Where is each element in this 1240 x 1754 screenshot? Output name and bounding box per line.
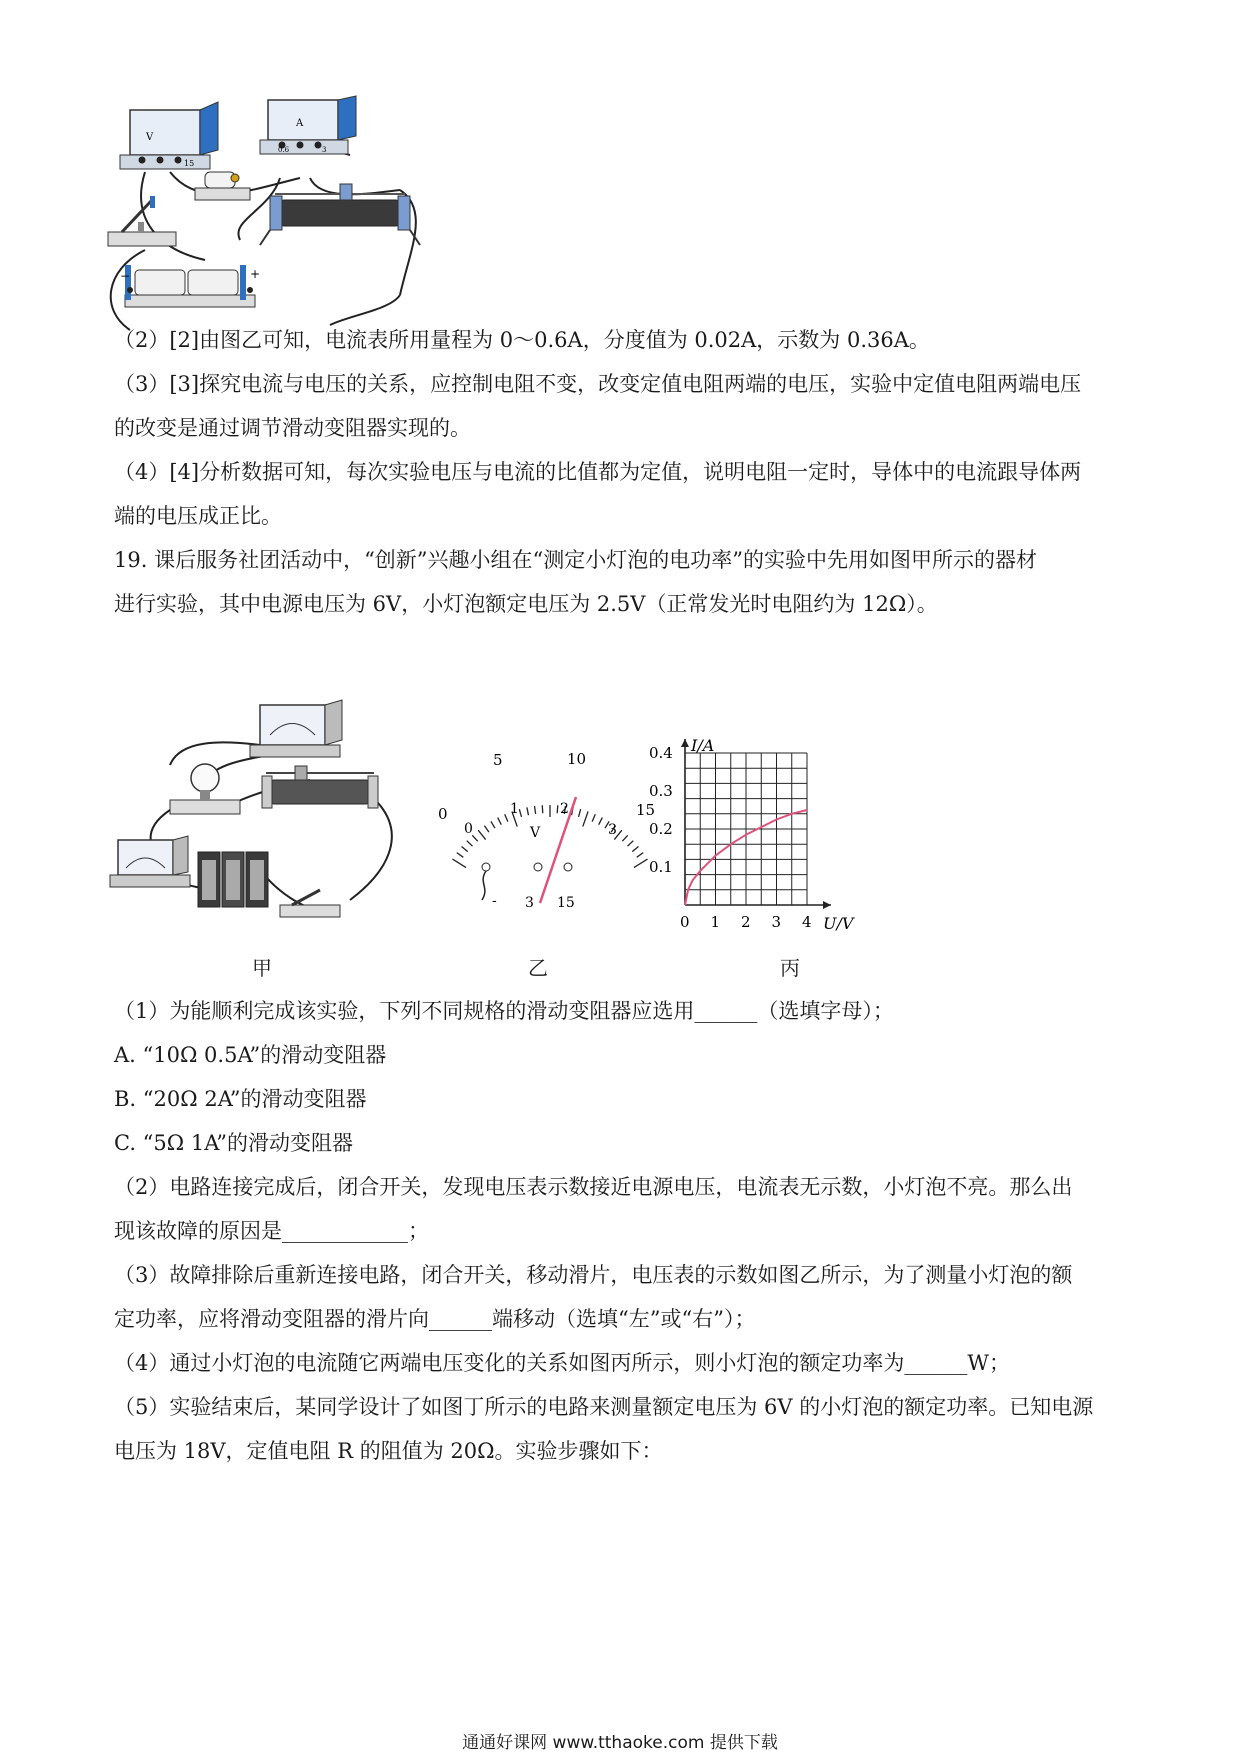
dial-inner-label-0: 0 [464,821,473,837]
chart-x-axis-label: U/V [823,914,854,933]
dial-tick [622,835,627,841]
jia-bulb-icon [170,764,240,814]
sub-question-2b: 现该故障的原因是____________； [114,1219,429,1243]
battery-minus: − [120,269,131,283]
jia-switch-icon [280,890,340,917]
fixed-resistor-icon [195,172,250,200]
dial-tick [535,806,536,814]
chart-x-tick-label: 2 [741,913,751,931]
jia-rheostat-icon [262,766,378,808]
chart-x-tick-label: 0 [680,913,690,931]
dial-tick [599,818,603,825]
dial-unit: V [530,825,541,841]
dial-tick [527,807,529,815]
chart-grid [685,753,807,905]
ammeter-letter: A [296,118,304,129]
question-19-intro-2: 进行实验，其中电源电压为 6V，小灯泡额定电压为 2.5V（正常发光时电阻约为 12Ω）。 [114,592,938,616]
option-b: B. “20Ω 2A”的滑动变阻器 [114,1087,367,1111]
ammeter-terminal-right: 3 [322,146,327,154]
dial-outer-label-15: 15 [636,801,656,819]
dial-tick [634,859,648,867]
chart-y-tick-label: 0.1 [649,858,673,876]
chart-x-tick-label: 3 [771,913,782,931]
dial-outer-label-0: 0 [438,805,448,823]
dial-inner-label-1: 1 [510,801,519,817]
dial-tick [637,853,643,858]
dial-tick [505,814,508,821]
chart-x-tick-label: 1 [710,913,721,931]
dial-tick [484,826,489,833]
voltmeter-icon [120,102,218,169]
dial-tick [583,811,588,826]
dial-tick [478,830,485,839]
sub-question-2a: （2）电路连接完成后，闭合开关，发现电压表示数接近电源电压，电流表无示数，小灯泡不亮。那么出 [114,1175,1073,1199]
answer-line-2: （2）[2]由图乙可知，电流表所用量程为 0～0.6A，分度值为 0.02A，示数为 0.36A。 [114,328,930,352]
chart-y-tick-label: 0.4 [649,744,673,762]
sub-question-3a: （3）故障排除后重新连接电路，闭合开关，移动滑片，电压表的示数如图乙所示，为了测量小灯泡的额 [114,1263,1073,1287]
ammeter-terminal-left: 0.6 [278,146,290,154]
question-19-intro-1: 19. 课后服务社团活动中，“创新”兴趣小组在“测定小灯泡的电功率”的实验中先用如图甲所示的器材 [114,548,1038,572]
sub-question-5b: 电压为 18V，定值电阻 R 的阻值为 20Ω。实验步骤如下： [114,1439,663,1463]
figure-jia-caption: 甲 [252,956,272,980]
jia-battery-icon [198,852,268,907]
figure-yi-caption: 乙 [528,956,548,980]
dial-tick [557,805,558,813]
dial-outer-label-5: 5 [493,751,503,769]
voltmeter-terminal-label: 15 [184,159,195,168]
battery-icon [120,265,260,307]
option-a: A. “10Ω 0.5A”的滑动变阻器 [114,1043,387,1067]
ammeter-icon [260,96,356,154]
dial-needle [540,797,576,903]
dial-terminals [482,863,575,911]
answer-line-3a: （3）[3]探究电流与电压的关系，应控制电阻不变，改变定值电阻两端的电压，实验中定值电阻两端电压 [114,372,1082,396]
figure-bing-caption: 丙 [780,956,800,980]
dial-tick [491,821,495,828]
chart-x-arrow [823,901,831,909]
top-circuit-figure [100,100,460,350]
dial-tick [542,805,543,813]
dial-tick [519,809,521,817]
dial-outer-label-10: 10 [567,750,587,768]
jia-ammeter-icon [110,836,190,887]
page-footer: 通通好课网 www.tthaoke.com 提供下载 [462,1733,778,1753]
figure-jia-circuit [110,700,430,940]
rheostat-icon [260,184,420,245]
dial-inner-label-2: 2 [560,801,569,817]
figure-bing-chart [649,735,905,945]
sub-question-3b: 定功率，应将滑动变阻器的滑片向______端移动（选填“左”或“右”）； [114,1307,756,1331]
dial-tick [498,818,502,825]
voltmeter-letter: V [146,132,154,143]
chart-y-axis-label: I/A [691,736,715,755]
terminal-minus: - [492,893,497,909]
sub-question-5a: （5）实验结束后，某同学设计了如图丁所示的电路来测量额定电压为 6V 的小灯泡的额定功率。已知电源 [114,1395,1094,1419]
dial-tick [467,841,473,847]
dial-tick [592,814,595,821]
chart-y-tick-label: 0.2 [649,820,673,838]
dial-tick [472,835,477,841]
dial-tick [452,859,466,867]
option-c: C. “5Ω 1A”的滑动变阻器 [114,1131,354,1155]
dial-tick [457,853,463,858]
dial-tick [462,846,468,851]
dial-tick [579,809,581,817]
answer-line-3b: 的改变是通过调节滑动变阻器实现的。 [114,416,471,440]
battery-plus: + [250,267,261,281]
terminal-15: 15 [557,895,575,911]
dial-ticks [452,805,647,868]
terminal-3: 3 [525,895,534,911]
chart-y-tick-label: 0.3 [649,782,673,800]
chart-y-arrow [681,739,689,747]
sub-question-1: （1）为能顺利完成该实验，下列不同规格的滑动变阻器应选用______（选填字母）； [114,999,894,1023]
answer-line-4a: （4）[4]分析数据可知，每次实验电压与电流的比值都为定值，说明电阻一定时，导体中的电流跟导体两 [114,460,1082,484]
dial-inner-label-3: 3 [608,822,617,838]
figure-yi-meter-dial [430,745,670,925]
sub-question-4: （4）通过小灯泡的电流随它两端电压变化的关系如图丙所示，则小灯泡的额定功率为______W； [114,1351,1010,1375]
dial-tick [627,841,633,847]
jia-voltmeter-icon [250,700,342,757]
chart-x-tick-label: 4 [802,913,812,931]
answer-line-4b: 端的电压成正比。 [114,504,282,528]
dial-tick [632,846,638,851]
